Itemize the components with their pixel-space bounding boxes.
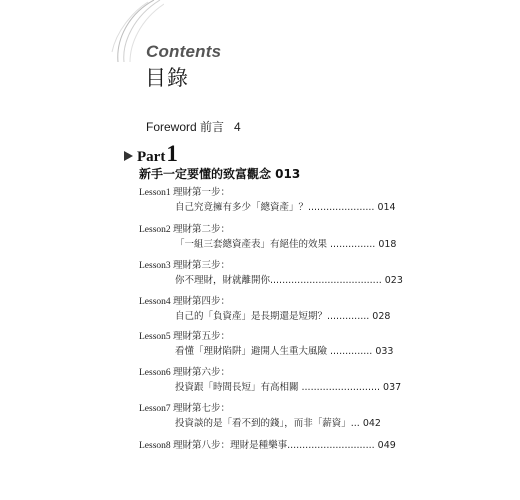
lesson-heading (139, 187, 389, 199)
part-arrow-icon (124, 151, 133, 161)
part-number: 1 (166, 141, 178, 166)
lesson-entry: 自己究竟擁有多少「總資產」？...................... 014 (175, 202, 396, 213)
lesson-heading (139, 296, 389, 308)
lesson-item[interactable] (139, 296, 389, 323)
lesson-step: 理財第四步： (173, 296, 231, 307)
lesson-step: 理財第五步： (173, 331, 231, 342)
lesson-heading (139, 440, 399, 452)
lesson-number: Lesson5 (139, 332, 171, 342)
lesson-item[interactable] (139, 224, 397, 251)
lesson-step: 理財第三步： (173, 260, 231, 271)
lesson-entry: 看懂「理財陷阱」避開人生重大風險 .............. 033 (175, 346, 394, 357)
lesson-step: 理財第八步： (173, 440, 231, 451)
lesson-number: Lesson2 (139, 225, 171, 235)
lesson-heading (139, 403, 389, 415)
lesson-number: Lesson3 (139, 261, 171, 271)
lesson-item[interactable] (139, 367, 402, 394)
lesson-step: 理財第七步： (173, 403, 231, 414)
lesson-entry: 自己的「負資產」是長期還是短期？.............. 028 (175, 311, 391, 322)
lesson-heading (139, 224, 389, 236)
lesson-step: 理財第一步： (173, 187, 231, 198)
lesson-number: Lesson1 (139, 188, 171, 198)
contents-heading-en: Contents (146, 42, 222, 61)
lesson-item[interactable] (139, 260, 403, 287)
lesson-entry: 理財是種樂事............................. 049 (230, 440, 396, 451)
lesson-entry: 投資跟「時間長短」有高相關 .......................... 037 (175, 382, 402, 393)
lesson-heading (139, 260, 389, 272)
lesson-entry: 投資談的是「看不到的錢」，而非「薪資」... 042 (175, 418, 381, 429)
part-title[interactable]: 新手一定要懂的致富觀念 013 (139, 167, 301, 181)
lesson-number: Lesson4 (139, 297, 171, 307)
part-header (124, 141, 178, 165)
foreword-entry[interactable]: Foreword 前言 4 (146, 120, 241, 134)
lesson-item[interactable] (139, 187, 396, 214)
lesson-step: 理財第六步： (173, 367, 231, 378)
lesson-number: Lesson6 (139, 368, 171, 378)
lesson-item[interactable] (139, 440, 399, 452)
lesson-number: Lesson7 (139, 404, 171, 414)
lesson-item[interactable] (139, 331, 394, 358)
lesson-item[interactable] (139, 403, 389, 430)
lesson-entry: 你不理財，財就離開你..................................... 023 (175, 275, 403, 286)
lesson-step: 理財第二步： (173, 224, 231, 235)
part-label: Part (137, 149, 166, 165)
lesson-heading (139, 367, 389, 379)
lesson-number: Lesson8 (139, 441, 171, 451)
lesson-entry: 「一組三套總資產表」有絕佳的效果 ............... 018 (175, 239, 397, 250)
lesson-heading (139, 331, 389, 343)
contents-heading-zh: 目錄 (145, 66, 189, 90)
